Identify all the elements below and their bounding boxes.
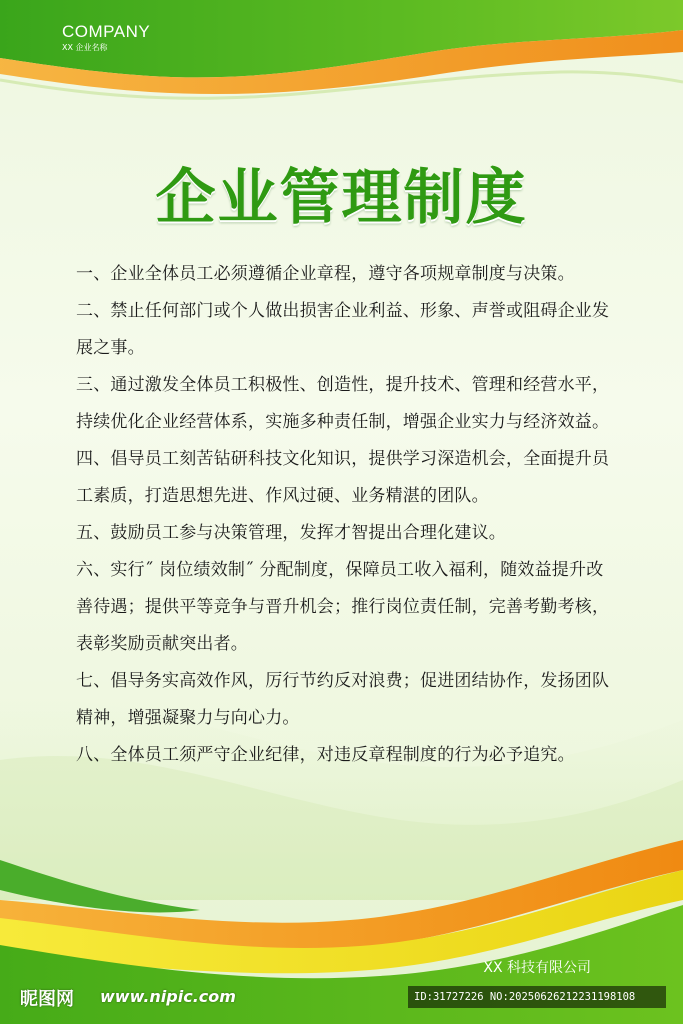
rule-item-5: 五、鼓励员工参与决策管理，发挥才智提出合理化建议。	[76, 523, 506, 543]
rule-item-1: 一、企业全体员工必须遵循企业章程，遵守各项规章制度与决策。	[76, 264, 575, 284]
rules-list	[76, 256, 616, 774]
footer-company-name: XX 科技有限公司	[483, 960, 591, 976]
rule-item-6: 六、实行˝ 岗位绩效制˝ 分配制度，保障员工收入福利，随效益提升改善待遇；提供平等竞争与晋升机会；推行岗位责任制，完善考勤考核，表彰奖励贡献突出者。	[76, 560, 610, 654]
company-subtitle: XX 企业名称	[62, 43, 108, 52]
rule-item-4: 四、倡导员工刻苦钻研科技文化知识，提供学习深造机会，全面提升员工素质，打造思想先进、作风过硬、业务精湛的团队。	[76, 449, 610, 506]
rule-item-7: 七、倡导务实高效作风，厉行节约反对浪费；促进团结协作，发扬团队精神，增强凝聚力与向心力。	[76, 671, 610, 728]
watermark-site-name: 昵图网	[20, 989, 74, 1010]
company-logo-text: COMPANY	[62, 22, 151, 41]
rule-item-8: 八、全体员工须严守企业纪律，对违反章程制度的行为必予追究。	[76, 745, 575, 765]
watermark-id-box: ID:31727226 NO:20250626212231198108	[408, 986, 666, 1008]
rule-item-2: 二、禁止任何部门或个人做出损害企业利益、形象、声誉或阻碍企业发展之事。	[76, 301, 610, 358]
rule-item-3: 三、通过激发全体员工积极性、创造性，提升技术、管理和经营水平，持续优化企业经营体系，实施多种责任制，增强企业实力与经济效益。	[76, 375, 610, 432]
page-title: 企业管理制度	[155, 163, 528, 233]
watermark-site-url: www.nipic.com	[100, 987, 236, 1006]
